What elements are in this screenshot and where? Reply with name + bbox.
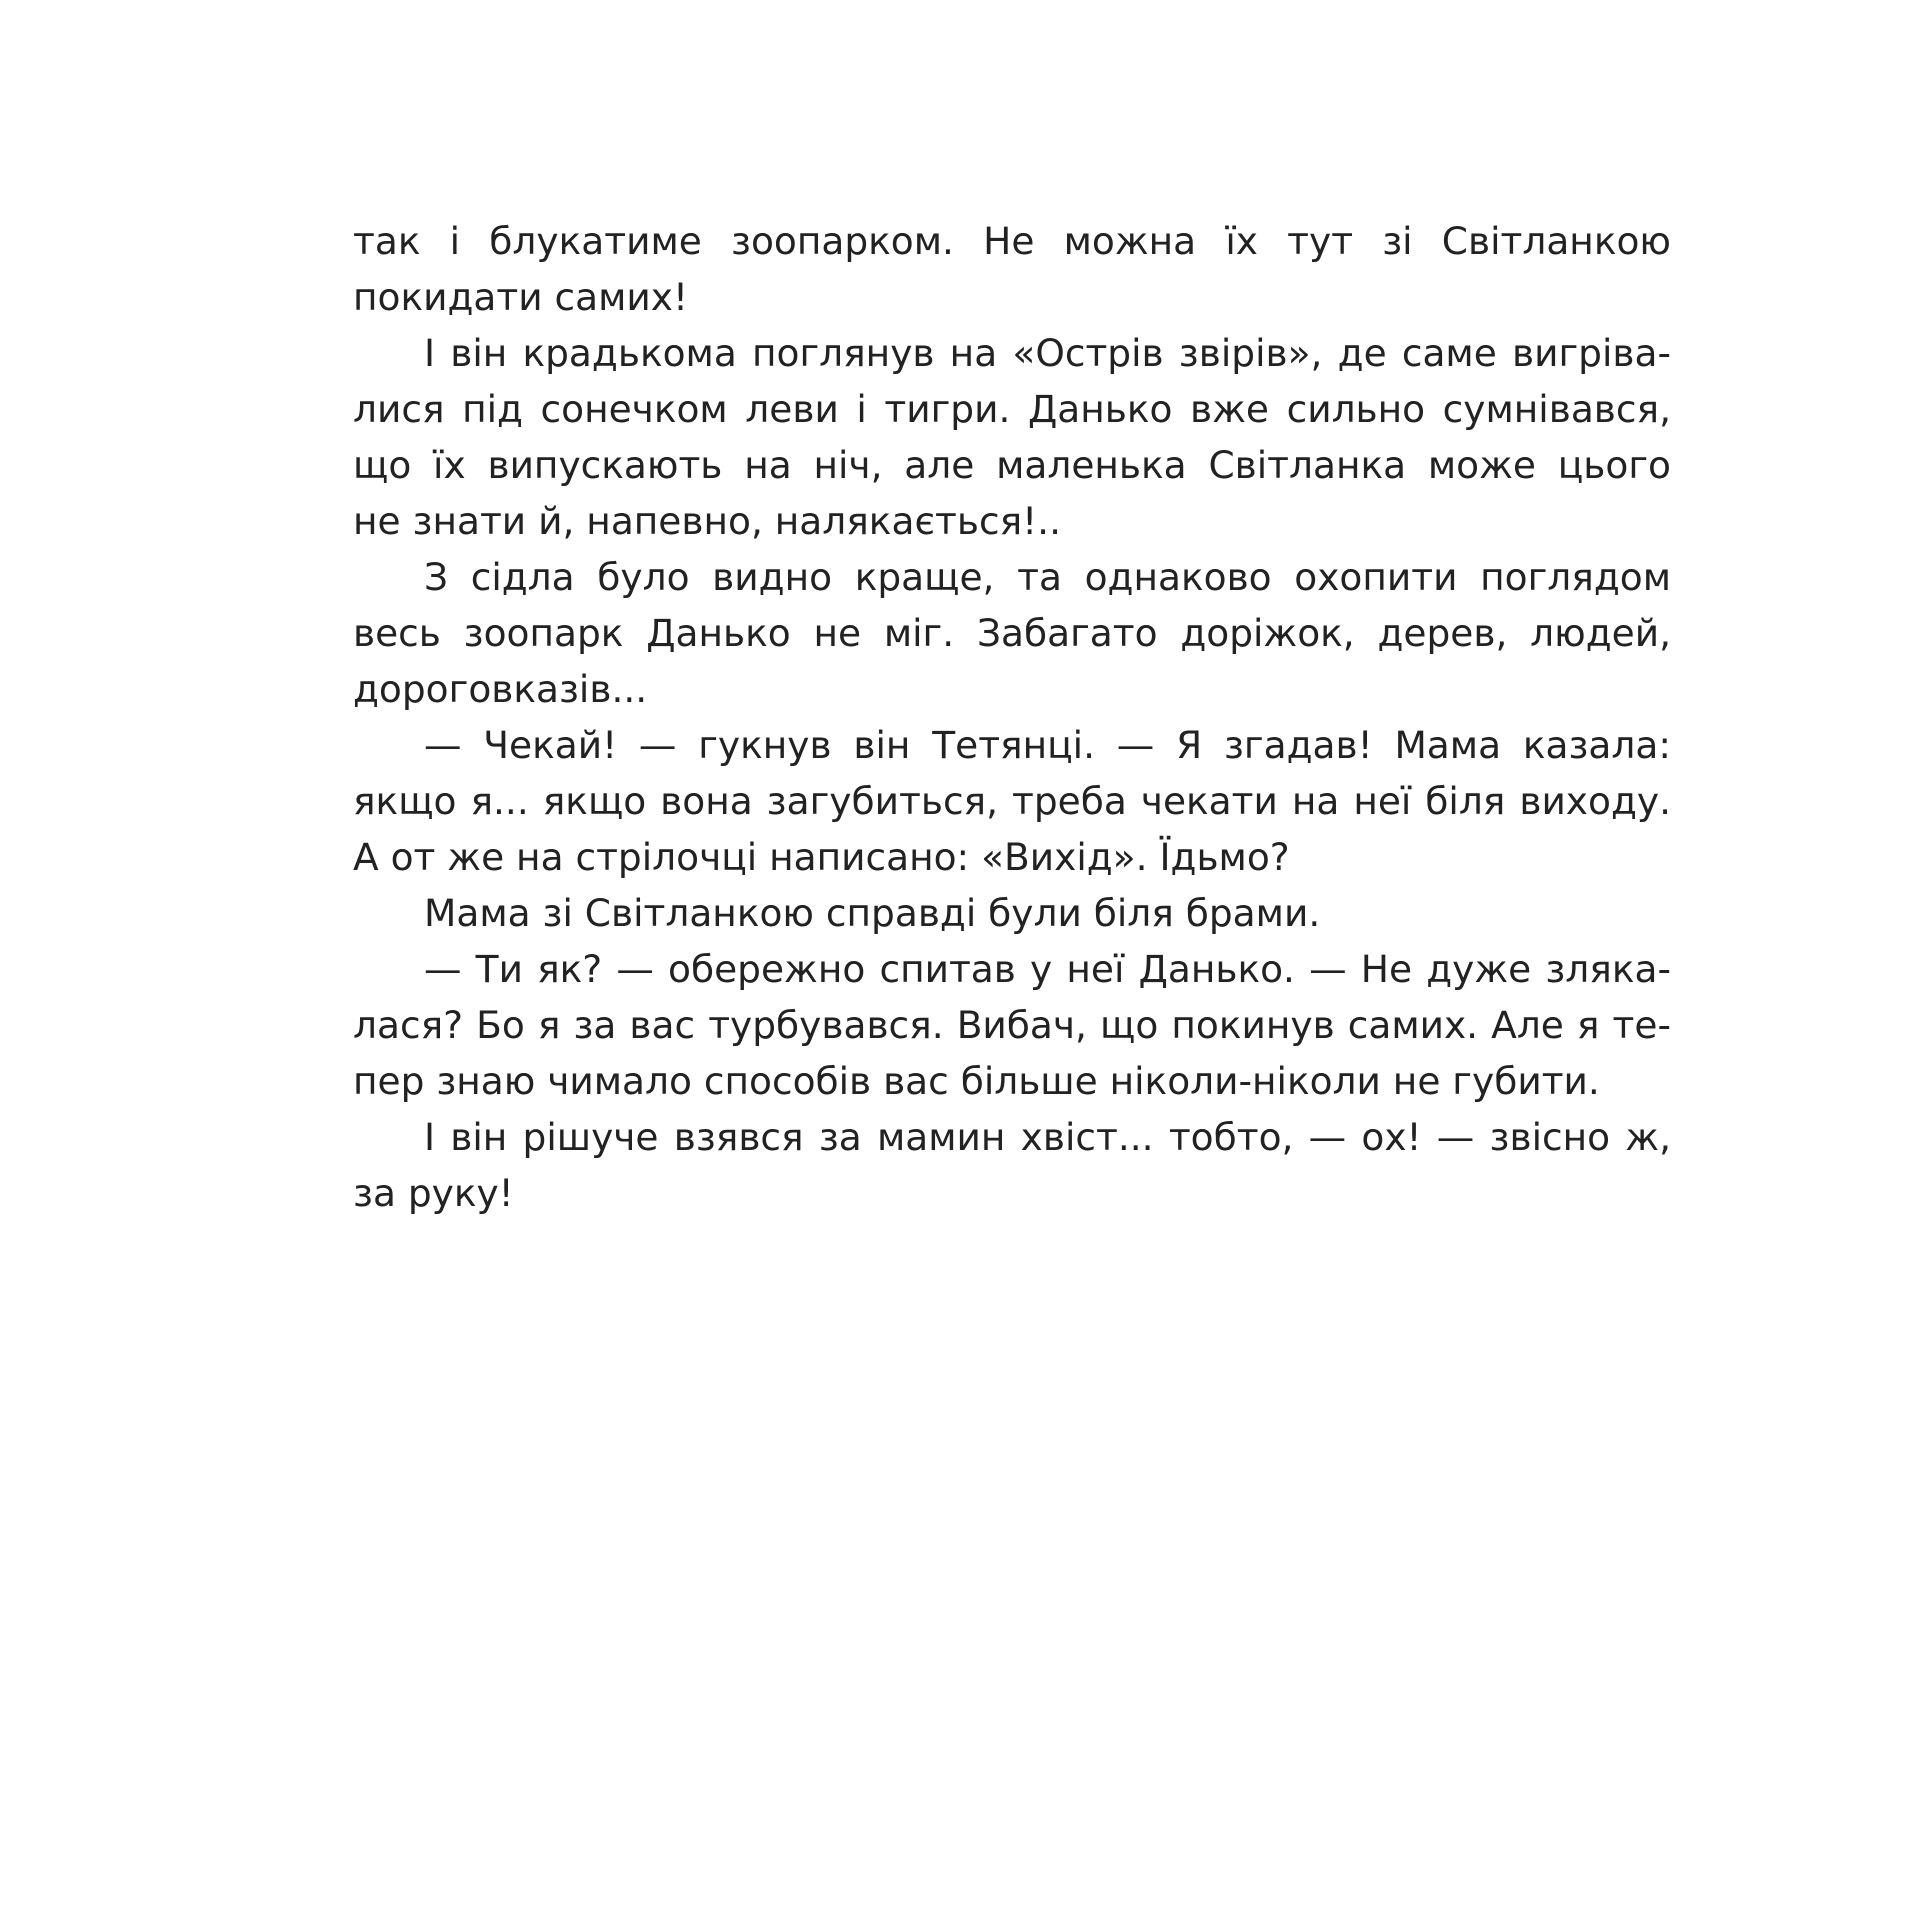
text-line: якщо я... якщо вона загубиться, треба чекати на неї біля виходу. <box>353 779 1671 823</box>
text-line: лися під сонечком леви і тигри. Данько вже сильно сумнівався, <box>353 387 1671 431</box>
text-line: дороговказів... <box>353 667 648 711</box>
text-line: що їх випускають на ніч, але маленька Світланка може цього <box>353 443 1671 487</box>
text-line: — Ти як? — обережно спитав у неї Данько. — Не дуже зляка- <box>424 947 1671 991</box>
text-line: весь зоопарк Данько не міг. Забагато доріжок, дерев, людей, <box>353 611 1671 655</box>
text-line: Мама зі Світланкою справді були біля брами. <box>424 891 1321 935</box>
text-line: пер знаю чимало способів вас більше ніколи-ніколи не губити. <box>353 1059 1600 1103</box>
text-line: так і блукатиме зоопарком. Не можна їх тут зі Світланкою <box>353 219 1671 263</box>
text-line: за руку! <box>353 1171 514 1215</box>
text-line: І він крадькома поглянув на «Острів звірів», де саме вигріва- <box>424 331 1671 375</box>
text-line: лася? Бо я за вас турбувався. Вибач, що покинув самих. Але я те- <box>353 1003 1671 1047</box>
text-line: З сідла було видно краще, та однаково охопити поглядом <box>424 555 1671 599</box>
text-line: — Чекай! — гукнув він Тетянці. — Я згадав! Мама казала: <box>424 723 1671 767</box>
text-line: А от же на стрілочці написано: «Вихід». Їдьмо? <box>353 835 1290 879</box>
body-text <box>353 213 1671 1221</box>
text-line: не знати й, напевно, налякається!.. <box>353 499 1062 543</box>
text-line: І він рішуче взявся за мамин хвіст... тобто, — ох! — звісно ж, <box>424 1115 1671 1159</box>
text-line: покидати самих! <box>353 275 689 319</box>
